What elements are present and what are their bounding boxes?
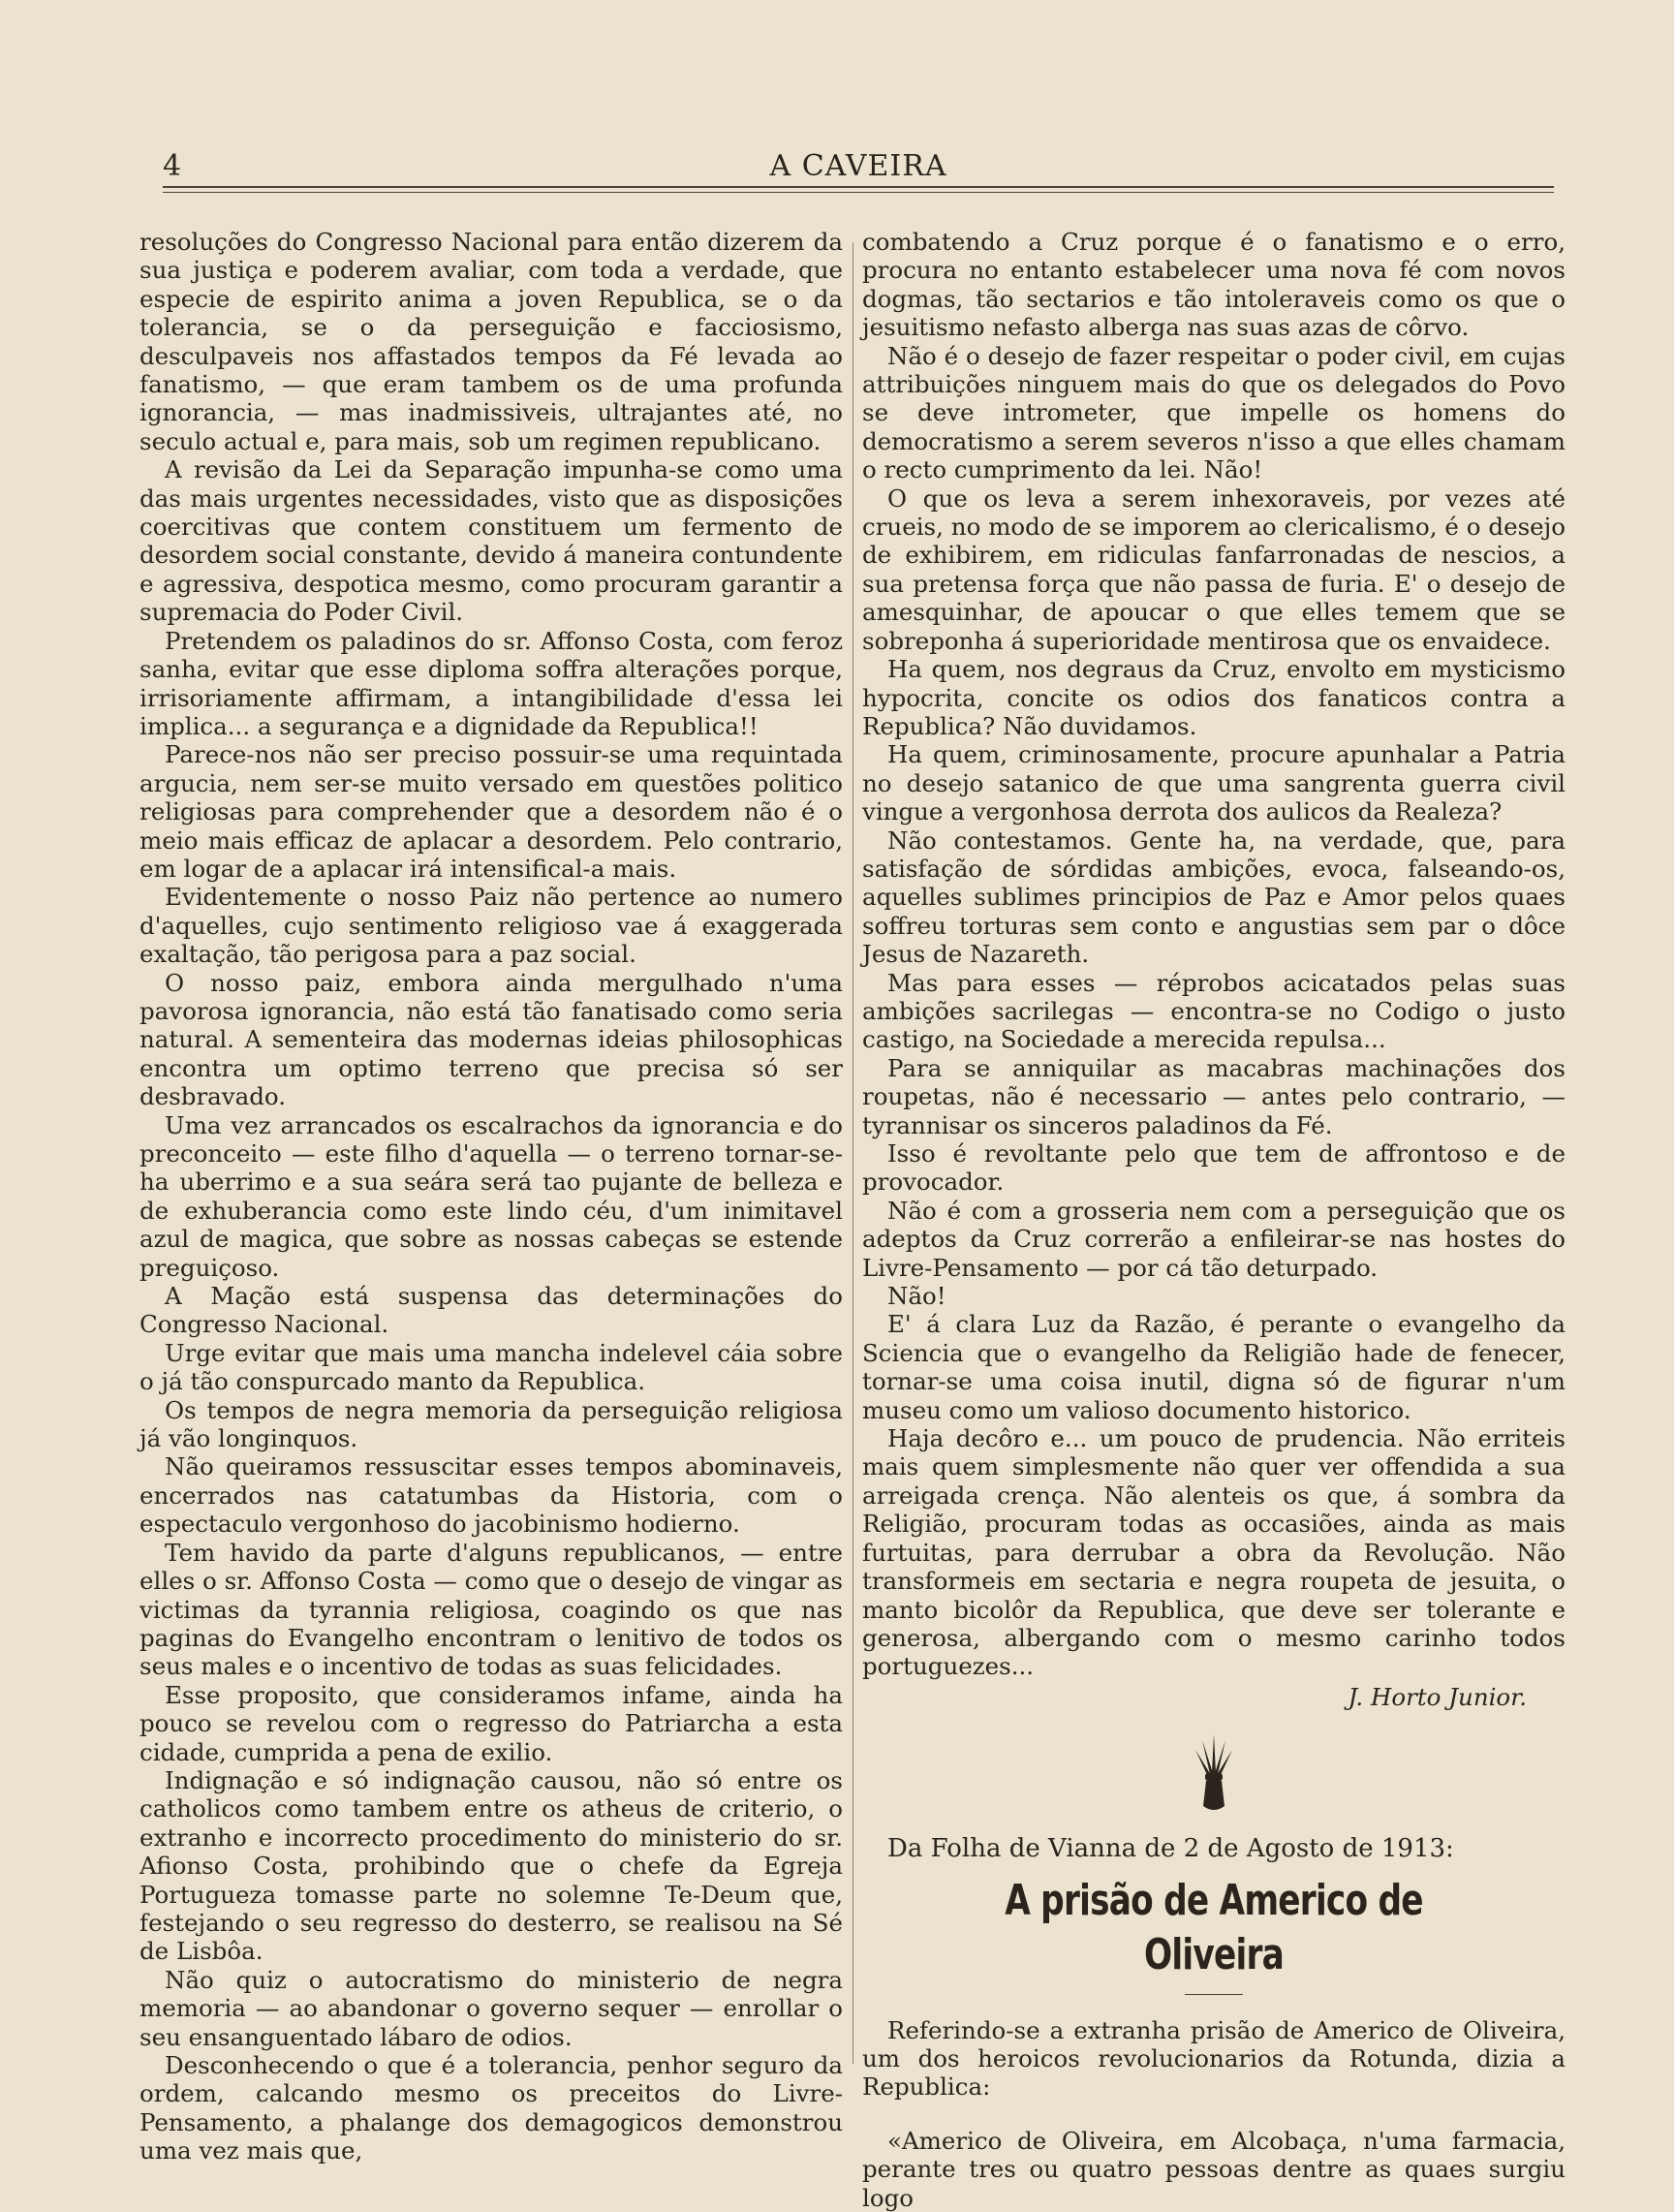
paragraph: Não! [887, 1282, 946, 1311]
paragraph: Para se anniquilar as macabras machinações dos roupetas, não é necessario — antes pelo contrario, — tyrannisar os sinceros paladinos da Fé. [862, 1053, 1566, 1139]
paragraph: Tem havido da parte d'alguns republicanos, — entre elles o sr. Affonso Costa — como que o desejo de vingar as victimas da tyrannia religiosa, coagindo os que nas paginas do Evangelho encontram o lenitivo de todos os seus males e o incentivo de todas as suas felicidades. [140, 1538, 843, 1681]
paragraph: O que os leva a serem inhexoraveis, por vezes até crueis, no modo de se imporem ao clericalismo, é o desejo de exhibirem, em ridiculas fanfarronadas de nescios, a sua pretensa força que não passa de furia. E' o desejo de amesquinhar, de apoucar o que elles temem que se sobreponha á superioridade mentirosa que os envaidece. [862, 483, 1566, 655]
paragraph: Haja decôro e... um pouco de prudencia. Não erriteis mais quem simplesmente não quer ver offendida a sua arreigada crença. Não alenteis os que, á sombra da Religião, procuram todas as occasiões, ainda as mais furtuitas, para derrubar a obra da Revolução. Não transformeis em sectaria e negra roupeta de jesuita, o manto bicolôr da Republica, que deve ser tolerante e generosa, albergando com o mesmo carinho todos portuguezes... [862, 1424, 1566, 1681]
right-column [862, 228, 1566, 2212]
paragraph: resoluções do Congresso Nacional para então dizerem da sua justiça e poderem avaliar, com toda a verdade, que especie de espirito anima a joven Republica, se o da tolerancia, se o da perseguição e facciosismo, desculpaveis nos affastados tempos da Fé levada ao fanatismo, — que eram tambem os de uma profunda ignorancia, — mas inadmissiveis, ultrajantes até, no seculo actual e, para mais, sob um regimen republicano. [140, 228, 843, 455]
paragraph: Pretendem os paladinos do sr. Affonso Costa, com feroz sanha, evitar que esse diploma soffra alterações porque, irrisoriamente affirmam, a intangibilidade d'essa lei implica... a segurança e a dignidade da Republica!! [140, 626, 843, 740]
paragraph: Indignação e só indignação causou, não só entre os catholicos como tambem entre os atheus de criterio, o extranho e incorrecto procedimento do ministerio do sr. Afionso Costa, prohibindo que o chefe da Egreja Portugueza tomasse parte no solemne Te-Deum que, festejando o seu regresso do desterro, se realisou na Sé de Lisbôa. [140, 1765, 843, 1966]
paragraph: Parece-nos não ser preciso possuir-se uma requintada argucia, nem ser-se muito versado em questões politico religiosas para comprehender que a desordem não é o meio mais efficaz de aplacar a desordem. Pelo contrario, em logar de a aplacar irá intensifical-a mais. [140, 740, 843, 883]
author-signature: J. Horto Junior. [1348, 1682, 1527, 1711]
masthead: A CAVEIRA [769, 149, 947, 183]
paragraph: Não é o desejo de fazer respeitar o poder civil, em cujas attribuições ninguem mais do que os delegados do Povo se deve intrometer, que impelle os homens do democratismo a serem severos n'isso a que elles chamam o recto cumprimento da lei. Não! [862, 341, 1566, 484]
page-header [163, 147, 1554, 184]
article-intro: Da Folha de Vianna de 2 de Agosto de 1913: [887, 1834, 1454, 1864]
paragraph: Mas para esses — réprobos acicatados pelas suas ambições sacrilegas — encontra-se no Codigo o justo castigo, na Sociedade a merecida repulsa... [862, 968, 1566, 1054]
paragraph: Evidentemente o nosso Paiz não pertence ao numero d'aquelles, cujo sentimento religioso vae á exaggerada exaltação, tão perigosa para a paz social. [140, 883, 843, 969]
page-number: 4 [163, 149, 182, 183]
wheat-sheaf-icon [862, 1730, 1566, 1814]
paragraph: E' á clara Luz da Razão, é perante o evangelho da Sciencia que o evangelho da Religião hade de fenecer, tornar-se uma coisa inutil, digna só de figurar n'um museu como um valioso documento historico. [862, 1310, 1566, 1424]
paragraph: «Americo de Oliveira, em Alcobaça, n'uma farmacia, perante tres ou quatro pessoas dentre as quaes surgiu logo [862, 2126, 1566, 2212]
column-divider [852, 242, 853, 2064]
paragraph: Não quiz o autocratismo do ministerio de negra memoria — ao abandonar o governo sequer — enrollar o seu ensanguentado lábaro de odios. [140, 1965, 843, 2051]
paragraph: Esse proposito, que consideramos infame, ainda ha pouco se revelou com o regresso do Patriarcha a esta cidade, cumprida a pena de exilio. [140, 1680, 843, 1766]
paragraph: Não queiramos ressuscitar esses tempos abominaveis, encerrados nas catatumbas da Historia, com o espectaculo vergonhoso do jacobinismo hodierno. [140, 1452, 843, 1539]
paragraph: A Mação está suspensa das determinações do Congresso Nacional. [140, 1282, 843, 1339]
paragraph: Referindo-se a extranha prisão de Americo de Oliveira, um dos heroicos revolucionarios da Rotunda, dizia a Republica: [862, 2015, 1566, 2102]
headline-divider [1185, 1994, 1243, 1995]
left-column [140, 228, 843, 2165]
paragraph: Não contestamos. Gente ha, na verdade, que, para satisfação de sórdidas ambições, evoca, falseando-os, aquelles sublimes principios de Paz e Amor pelos quaes soffreu torturas sem conto e angustias sem par o dôce Jesus de Nazareth. [862, 826, 1566, 969]
paragraph: Urge evitar que mais uma mancha indelevel cáia sobre o já tão conspurcado manto da Republica. [140, 1338, 843, 1396]
article-headline: A prisão de Americo de Oliveira [1005, 1875, 1423, 1979]
paragraph: O nosso paiz, embora ainda mergulhado n'uma pavorosa ignorancia, não está tão fanatisado como seria natural. A sementeira das modernas ideias philosophicas encontra um optimo terreno que precisa só ser desbravado. [140, 968, 843, 1111]
header-rule [163, 186, 1554, 188]
paragraph: A revisão da Lei da Separação impunha-se como uma das mais urgentes necessidades, visto que as disposições coercitivas que contem constituem um fermento de desordem social constante, devido á maneira contundente e agressiva, despotica mesmo, como procuram garantir a supremacia do Poder Civil. [140, 455, 843, 627]
paragraph: Ha quem, criminosamente, procure apunhalar a Patria no desejo satanico de que uma sangrenta guerra civil vingue a vergonhosa derrota dos aulicos da Realeza? [862, 740, 1566, 826]
paragraph: Ha quem, nos degraus da Cruz, envolto em mysticismo hypocrita, concite os odios dos fanaticos contra a Republica? Não duvidamos. [862, 655, 1566, 740]
paragraph: combatendo a Cruz porque é o fanatismo e o erro, procura no entanto estabelecer uma nova fé com novos dogmas, tão sectarios e tão intoleraveis como os que o jesuitismo nefasto alberga nas suas azas de côrvo. [862, 228, 1566, 342]
paragraph: Não é com a grosseria nem com a perseguição que os adeptos da Cruz correrão a enfileirar-se nas hostes do Livre-Pensamento — por cá tão deturpado. [862, 1196, 1566, 1282]
paragraph: Uma vez arrancados os escalrachos da ignorancia e do preconceito — este filho d'aquella — o terreno tornar-se-ha uberrimo e a sua seára será tao pujante de belleza e de exhuberancia como este lindo céu, d'um inimitavel azul de magica, que sobre as nossas cabeças se estende preguiçoso. [140, 1110, 843, 1282]
header-rule-thin [163, 192, 1554, 193]
paragraph: Desconhecendo o que é a tolerancia, penhor seguro da ordem, calcando mesmo os preceitos do Livre-Pensamento, a phalange dos demagogicos demonstrou uma vez mais que, [140, 2051, 843, 2165]
paragraph: Isso é revoltante pelo que tem de affrontoso e de provocador. [862, 1139, 1566, 1197]
paragraph: Os tempos de negra memoria da perseguição religiosa já vão longinquos. [140, 1395, 843, 1453]
